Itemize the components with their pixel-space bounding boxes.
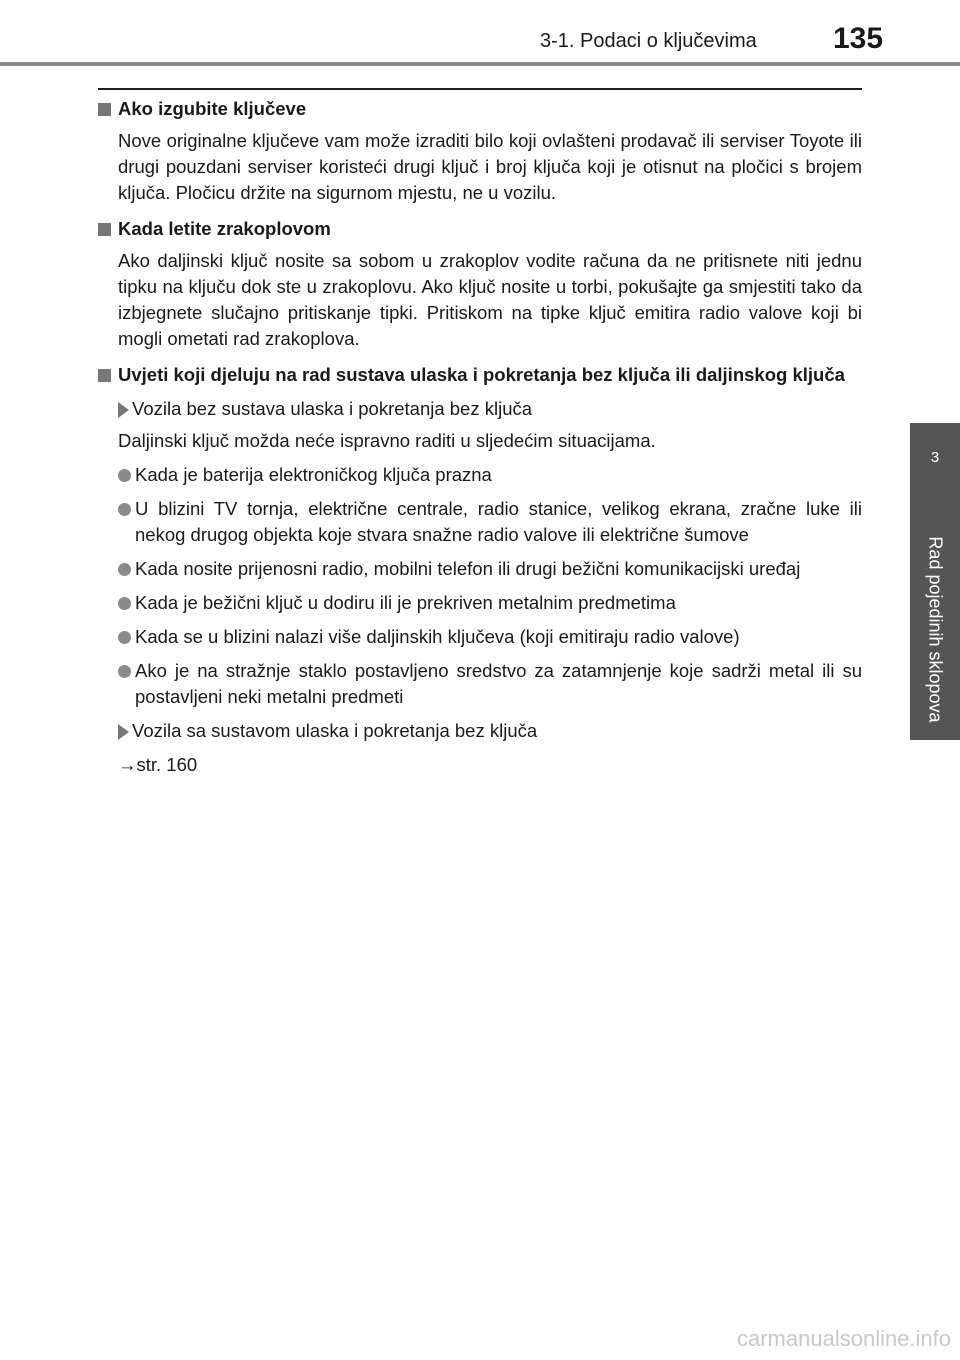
- square-bullet-icon: [98, 369, 111, 382]
- chapter-label: Rad pojedinih sklopova: [925, 536, 946, 723]
- chapter-number: 3: [930, 449, 940, 466]
- round-bullet-icon: [118, 563, 131, 576]
- header-rule: [0, 62, 960, 66]
- list-item-text: Kada nosite prijenosni radio, mobilni telefon ili drugi bežični komunikacijski uređaj: [135, 558, 801, 579]
- triangle-bullet-icon: [118, 402, 129, 418]
- page-number: 135: [832, 22, 884, 55]
- round-bullet-icon: [118, 503, 131, 516]
- round-bullet-icon: [118, 597, 131, 610]
- triangle-bullet-icon: [118, 724, 129, 740]
- intro-paragraph: Daljinski ključ možda neće ispravno raditi u sljedećim situacijama.: [118, 430, 656, 451]
- section-title: 3-1. Podaci o ključevima: [540, 30, 757, 52]
- list-item-text: Ako je na stražnje staklo postavljeno sredstvo za zatamnjenje koje sadrži metal ili su postavljeni neki metalni predmeti: [135, 660, 862, 707]
- list-item: [98, 556, 862, 582]
- square-bullet-icon: [98, 103, 111, 116]
- round-bullet-icon: [118, 631, 131, 644]
- list-item-text: U blizini TV tornja, električne centrale, radio stanice, velikog ekrana, zračne luke ili nekog drugog objekta koje stvara snažne radio valove ili električne šumove: [135, 498, 862, 545]
- subheading: [98, 396, 862, 422]
- section-paragraph: Nove originalne ključeve vam može izraditi bilo koji ovlašteni prodavač ili serviser Toyote ili drugi pouzdani serviser koristeći drugi ključ i broj ključa koji je otisnut na pločici s brojem ključa. Pločicu držite na sigurnom mjestu, ne u vozilu.: [118, 130, 862, 203]
- section-heading: [98, 216, 862, 242]
- list-item: [98, 496, 862, 548]
- subheading: [98, 718, 862, 744]
- round-bullet-icon: [118, 469, 131, 482]
- heading-text: Kada letite zrakoplovom: [118, 218, 331, 239]
- content-top-rule: [98, 88, 862, 90]
- list-item-text: Kada je baterija elektroničkog ključa prazna: [135, 464, 492, 485]
- list-item: [98, 624, 862, 650]
- section-heading: [98, 96, 862, 122]
- section-flying: [98, 216, 862, 352]
- round-bullet-icon: [118, 665, 131, 678]
- section-conditions: [98, 362, 862, 778]
- subheading-text: Vozila bez sustava ulaska i pokretanja bez ključa: [132, 398, 533, 419]
- heading-text: Uvjeti koji djeluju na rad sustava ulaska i pokretanja bez ključa ili daljinskog ključa: [118, 364, 845, 385]
- section-heading: [98, 362, 862, 388]
- list-item: [98, 462, 862, 488]
- list-item: [98, 658, 862, 710]
- subheading-text: Vozila sa sustavom ulaska i pokretanja bez ključa: [132, 720, 538, 741]
- section-paragraph: Ako daljinski ključ nosite sa sobom u zrakoplov vodite računa da ne pritisnete niti jednu tipku na ključu dok ste u zrakoplovu. Ako ključ nosite u torbi, pokušajte ga smjestiti tako da izbjegnete slučajno pritiskanje tipki. Pritiskom na tipke ključ emitira radio valove koji bi mogli ometati rad zrakoplova.: [118, 250, 862, 349]
- page-reference-link[interactable]: →str. 160: [118, 754, 198, 775]
- list-item-text: Kada se u blizini nalazi više daljinskih ključeva (koji emitiraju radio valove): [135, 626, 740, 647]
- chapter-side-tab: [910, 423, 960, 740]
- square-bullet-icon: [98, 223, 111, 236]
- list-item: [98, 590, 862, 616]
- page-content: [98, 94, 862, 788]
- watermark: carmanualsonline.info: [737, 1326, 952, 1351]
- section-lost-keys: [98, 96, 862, 206]
- list-item-text: Kada je bežični ključ u dodiru ili je prekriven metalnim predmetima: [135, 592, 676, 613]
- heading-text: Ako izgubite ključeve: [118, 98, 307, 119]
